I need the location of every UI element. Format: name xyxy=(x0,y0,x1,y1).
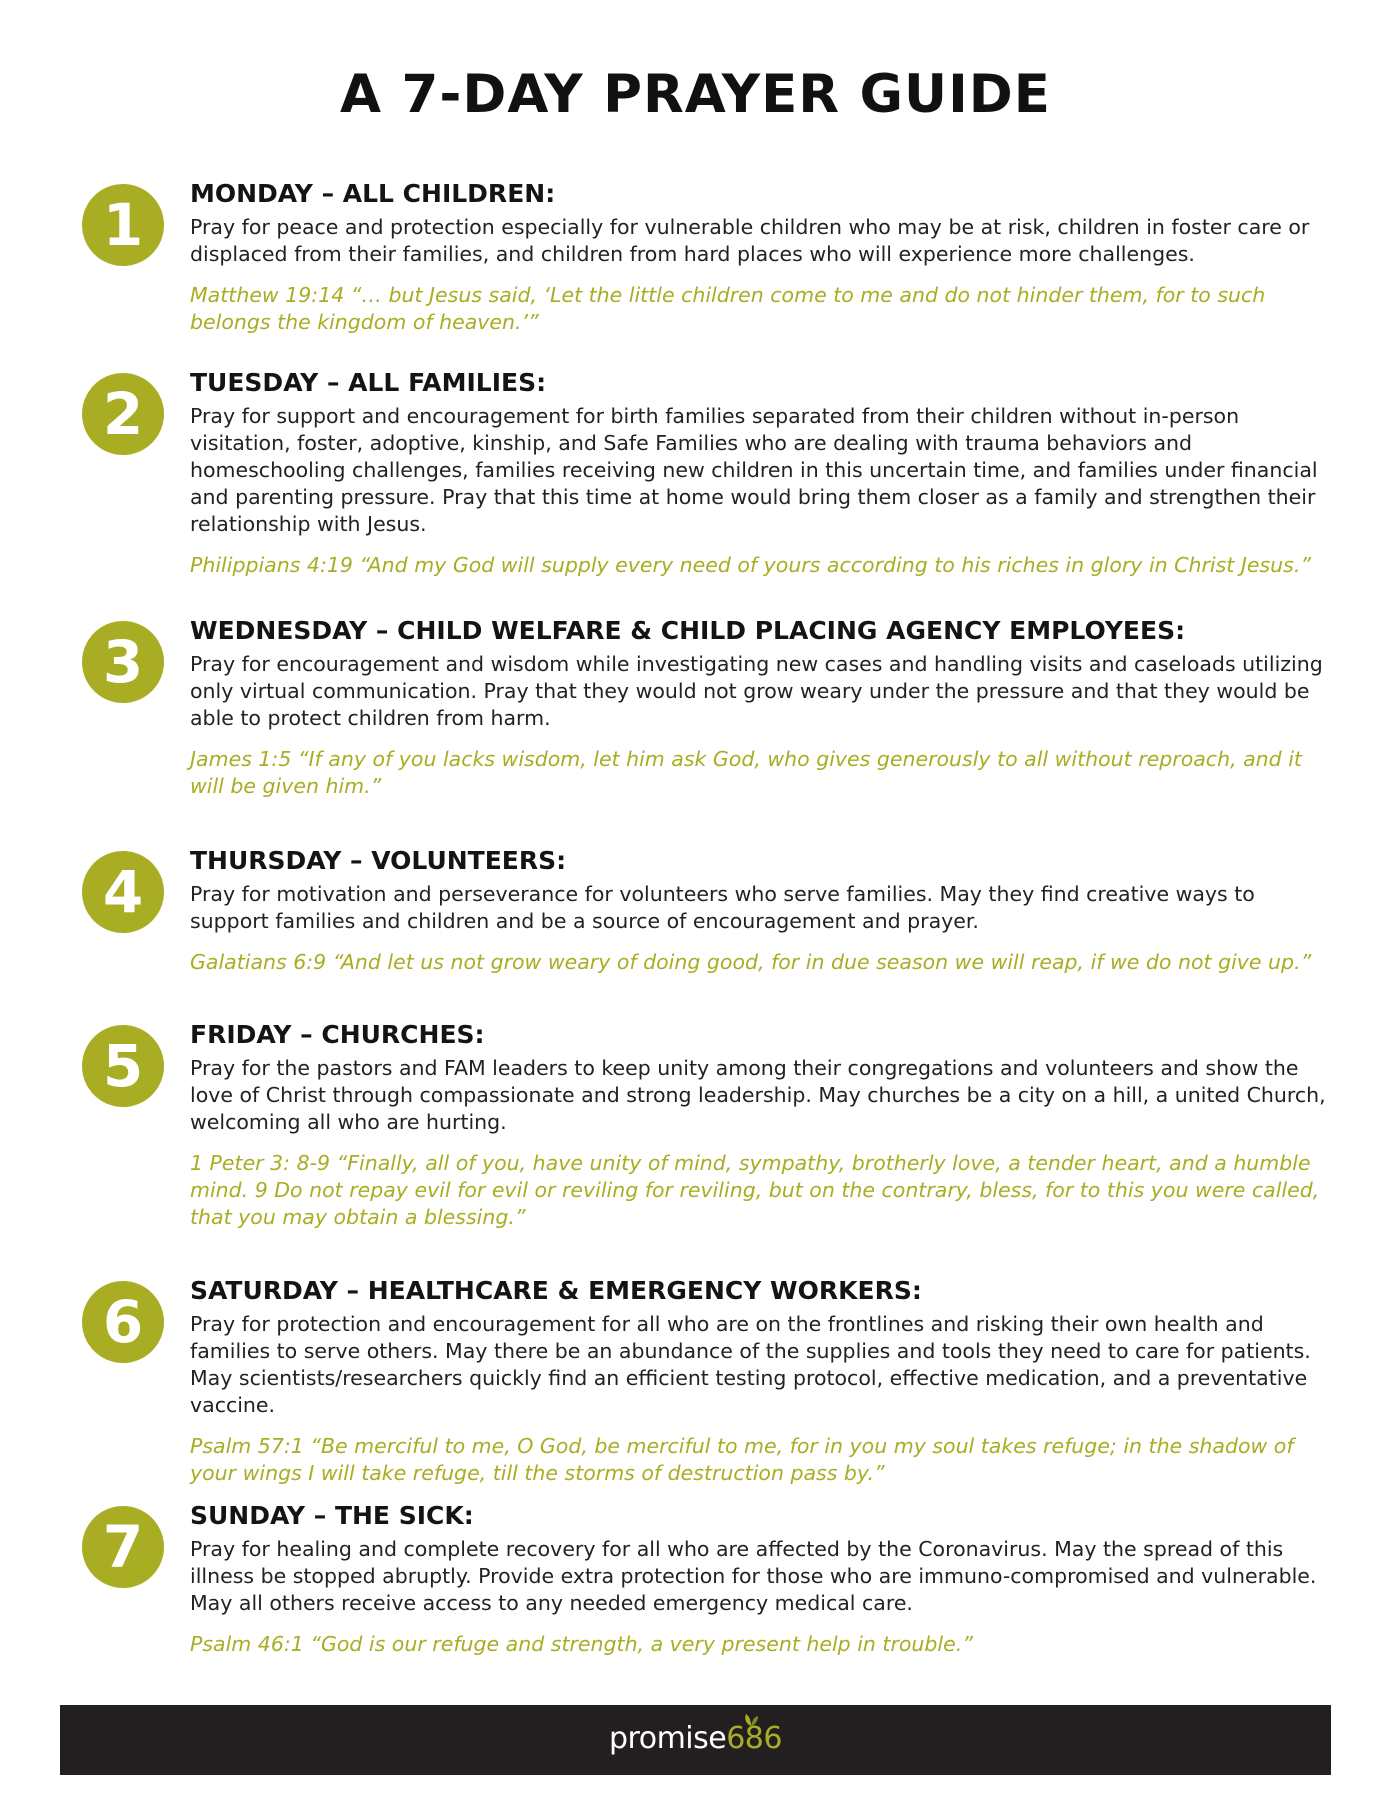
day-prayer-text: Pray for peace and protection especially for vulnerable children who may be at risk, children in foster care or displaced from their families, and children from hard places who will experience more challenges. xyxy=(190,215,1310,266)
day-heading: SUNDAY – THE SICK: xyxy=(190,1501,474,1530)
day-prayer-text: Pray for protection and encouragement for all who are on the frontlines and risking their own health and families to serve others. May there be an abundance of the supplies and tools they need to care for patients. May scientists/researchers quickly find an efficient testing protocol, effective medication, and a preventative vaccine. xyxy=(190,1312,1311,1417)
day-verse: Matthew 19:14 “… but Jesus said, ‘Let the little children come to me and do not hinder them, for to such belongs the kingdom of heaven.’” xyxy=(190,283,1266,334)
day-number-badge: 2 xyxy=(82,373,164,455)
day-prayer-text: Pray for support and encouragement for birth families separated from their children without in-person visitation, foster, adoptive, kinship, and Safe Families who are dealing with trauma behaviors and homeschooling challenges, families receiving new children in this uncertain time, and families under financial and parenting pressure. Pray that this time at home would bring them closer as a family and strengthen their relationship with Jesus. xyxy=(190,404,1318,536)
day-number-badge: 6 xyxy=(82,1281,164,1363)
day-number-badge: 3 xyxy=(82,621,164,703)
day-heading: THURSDAY – VOLUNTEERS: xyxy=(190,846,567,875)
logo-text: promise xyxy=(609,1721,727,1756)
day-heading: WEDNESDAY – CHILD WELFARE & CHILD PLACING AGENCY EMPLOYEES: xyxy=(190,616,1186,645)
day-number-badge: 5 xyxy=(82,1025,164,1107)
day-prayer-text: Pray for healing and complete recovery for all who are affected by the Coronavirus. May the spread of this illness be stopped abruptly. Provide extra protection for those who are immuno-compromised and vulnerable. May all others receive access to any needed emergency medical care. xyxy=(190,1537,1317,1615)
day-number-badge: 1 xyxy=(82,184,164,266)
day-verse: 1 Peter 3: 8-9 “Finally, all of you, have unity of mind, sympathy, brotherly love, a tender heart, and a humble mind. 9 Do not repay evil for evil or reviling for reviling, but on the contrary, bless, for to this you were called, that you may obtain a blessing.” xyxy=(190,1151,1320,1229)
day-verse: Psalm 57:1 “Be merciful to me, O God, be merciful to me, for in you my soul takes refuge; in the shadow of your wings I will take refuge, till the storms of destruction pass by.” xyxy=(190,1434,1294,1485)
day-verse: Galatians 6:9 “And let us not grow weary of doing good, for in due season we will reap, if we do not give up.” xyxy=(190,950,1312,974)
day-prayer-text: Pray for encouragement and wisdom while investigating new cases and handling visits and caseloads utilizing only virtual communication. Pray that they would not grow weary under the pressure and that they would be able to protect children from harm. xyxy=(190,652,1323,730)
day-number-badge: 4 xyxy=(82,851,164,933)
day-number-badge: 7 xyxy=(82,1506,164,1588)
footer-bar xyxy=(60,1705,1331,1775)
day-prayer-text: Pray for motivation and perseverance for volunteers who serve families. May they find creative ways to support families and children and be a source of encouragement and prayer. xyxy=(190,882,1255,933)
day-verse: James 1:5 “If any of you lacks wisdom, let him ask God, who gives generously to all without reproach, and it will be given him.” xyxy=(190,747,1302,798)
day-heading: MONDAY – ALL CHILDREN: xyxy=(190,179,556,208)
page-title: A 7-DAY PRAYER GUIDE xyxy=(339,64,1052,125)
day-verse: Psalm 46:1 “God is our refuge and strength, a very present help in trouble.” xyxy=(190,1632,973,1656)
day-heading: TUESDAY – ALL FAMILIES: xyxy=(190,368,547,397)
day-heading: SATURDAY – HEALTHCARE & EMERGENCY WORKERS: xyxy=(190,1276,922,1305)
logo-number: 686 xyxy=(726,1721,782,1756)
day-heading: FRIDAY – CHURCHES: xyxy=(190,1020,485,1049)
promise686-logo xyxy=(60,1721,1331,1756)
day-verse: Philippians 4:19 “And my God will supply every need of yours according to his riches in glory in Christ Jesus.” xyxy=(190,553,1311,577)
day-prayer-text: Pray for the pastors and FAM leaders to keep unity among their congregations and volunteers and show the love of Christ through compassionate and strong leadership. May churches be a city on a hill, a united Church, welcoming all who are hurting. xyxy=(190,1056,1326,1134)
